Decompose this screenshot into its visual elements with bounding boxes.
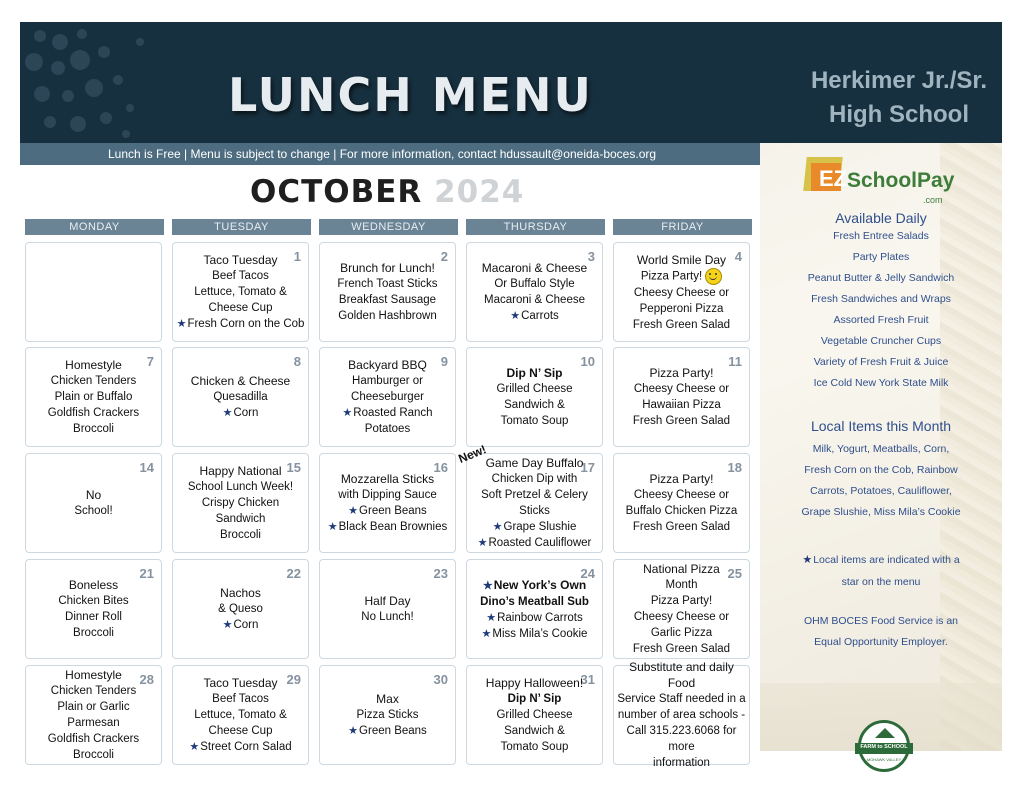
calendar-day-cell (613, 453, 750, 553)
menu-item: ★Roasted Cauliflower (477, 537, 592, 549)
menu-item: Game Day Buffalo (485, 456, 584, 470)
equal-opportunity-note: OHM BOCES Food Service is an Equal Opportunity Employer. (803, 615, 959, 648)
menu-item: School! (74, 505, 113, 517)
calendar-day-cell (25, 453, 162, 553)
menu-item: Grilled Cheese (496, 383, 573, 395)
day-header-monday: MONDAY (25, 219, 164, 235)
menu-item: Dip N’ Sip (506, 366, 563, 380)
menu-item: Tomato Soup (500, 415, 569, 427)
available-item: Party Plates (852, 251, 910, 263)
menu-item: Grilled Cheese (496, 709, 573, 721)
available-item: Variety of Fresh Fruit & Juice (813, 356, 949, 368)
day-number: 4 (734, 249, 742, 264)
calendar-day-cell (25, 665, 162, 765)
local-items-text: Grape Slushie, Miss Mila’s Cookie (801, 506, 961, 518)
menu-item: ★Grape Slushie (492, 521, 577, 533)
local-items-text: Carrots, Potatoes, Cauliflower, (810, 485, 952, 497)
calendar-day-cell (319, 453, 456, 553)
month-title: OCTOBER 2024 (250, 174, 525, 210)
menu-item: Fresh Green Salad (632, 415, 731, 427)
menu-item: Sandwich (215, 513, 266, 525)
available-item: Fresh Entree Salads (833, 230, 929, 242)
menu-item: ★Rainbow Carrots (486, 611, 583, 624)
day-number: 7 (146, 354, 154, 369)
menu-item: Cheeseburger (351, 391, 424, 403)
menu-item: Dino’s Meatball Sub (480, 595, 589, 608)
calendar-day-cell (25, 242, 162, 342)
day-number: 25 (727, 566, 742, 581)
menu-item: Taco Tuesday (203, 676, 278, 690)
new-tag: New! (456, 442, 489, 466)
day-header-tuesday: TUESDAY (172, 219, 311, 235)
menu-item: Broccoli (73, 749, 114, 761)
menu-item: Sandwich & (504, 725, 565, 737)
farm-to-school-logo: FARM to SCHOOL MOHAWK VALLEY (858, 720, 910, 772)
menu-item: Pizza Party! (641, 268, 722, 285)
calendar-day-cell (319, 559, 456, 659)
calendar-day-cell (466, 347, 603, 447)
menu-item: Backyard BBQ (348, 358, 427, 372)
menu-item: with Dipping Sauce (338, 489, 437, 501)
day-number: 17 (580, 460, 595, 475)
available-item: Peanut Butter & Jelly Sandwich (807, 272, 955, 284)
menu-item: Beef Tacos (212, 693, 269, 705)
menu-item: Quesadilla (213, 391, 268, 403)
calendar-day-cell (25, 347, 162, 447)
menu-item: Broccoli (73, 423, 114, 435)
menu-item: Cheesy Cheese or (633, 286, 730, 299)
menu-item: Hawaiian Pizza (642, 399, 721, 411)
page-title: LUNCH MENU (228, 68, 593, 122)
menu-item: School Lunch Week! (187, 481, 294, 493)
menu-item: Lettuce, Tomato & (194, 286, 287, 298)
available-item: Fresh Sandwiches and Wraps (811, 293, 951, 305)
menu-item: Broccoli (220, 529, 261, 541)
menu-item: Nachos (220, 586, 261, 600)
menu-item: Brunch for Lunch! (340, 261, 435, 275)
calendar-day-cell (172, 242, 309, 342)
menu-item: Mozzarella Sticks (340, 472, 435, 486)
calendar-day-cell (466, 453, 603, 553)
school-name: Herkimer Jr./Sr. High School (810, 67, 988, 128)
day-header-wednesday: WEDNESDAY (319, 219, 458, 235)
available-daily-title: Available Daily (835, 210, 927, 226)
day-number: 1 (293, 249, 301, 264)
menu-item: ★Green Beans (348, 725, 427, 737)
star-icon: ★ (510, 310, 521, 322)
menu-item: ★Black Bean Brownies (327, 521, 448, 533)
star-icon: ★ (222, 619, 233, 631)
menu-item: Crispy Chicken (201, 497, 280, 509)
menu-item: Buffalo Chicken Pizza (625, 505, 738, 517)
menu-item: Chicken Tenders (50, 375, 137, 387)
star-icon: ★ (477, 537, 488, 549)
available-daily-section (770, 210, 992, 394)
menu-item: Homestyle (65, 358, 122, 372)
menu-item: Plain or Buffalo (54, 391, 133, 403)
menu-item: Boneless (68, 578, 119, 592)
menu-item: ★Carrots (510, 310, 559, 322)
menu-item: Pepperoni Pizza (639, 302, 724, 315)
menu-item: Goldfish Crackers (47, 733, 140, 745)
day-number: 23 (433, 566, 448, 581)
day-number: 2 (440, 249, 448, 264)
menu-item: Plain or Garlic (57, 701, 130, 713)
smiley-face-icon (705, 268, 722, 285)
menu-item: Pizza Party! (649, 366, 714, 380)
day-number: 29 (286, 672, 301, 687)
menu-item: ★Green Beans (348, 505, 427, 517)
menu-item: World Smile Day (636, 252, 727, 267)
star-icon: ★ (342, 407, 353, 419)
menu-item: French Toast Sticks (337, 278, 438, 290)
menu-item: ★Corn (222, 619, 259, 631)
star-icon: ★ (348, 725, 359, 737)
menu-item: information (653, 757, 710, 769)
day-header-thursday: THURSDAY (466, 219, 605, 235)
local-items-text: Fresh Corn on the Cob, Rainbow (804, 464, 958, 476)
menu-item: Golden Hashbrown (338, 310, 437, 322)
star-icon: ★ (222, 407, 233, 419)
calendar-day-cell (25, 559, 162, 659)
menu-item: Dinner Roll (65, 611, 122, 623)
menu-item: Cheese Cup (208, 302, 273, 314)
menu-item: Broccoli (73, 627, 114, 639)
local-items-section (770, 418, 992, 523)
menu-item: Pizza Party! (649, 472, 714, 486)
menu-item: ★Street Corn Salad (189, 741, 292, 753)
info-bar: Lunch is Free | Menu is subject to change | For more information, contact hdussault@oneida-boces.org (20, 143, 760, 165)
day-number: 28 (139, 672, 154, 687)
menu-item: Macaroni & Cheese (484, 294, 585, 306)
day-number: 15 (286, 460, 301, 475)
calendar-day-cell (319, 242, 456, 342)
calendar-day-cell (172, 347, 309, 447)
menu-item: Max (376, 692, 399, 706)
day-number: 30 (433, 672, 448, 687)
menu-item: Cheesy Cheese or (633, 611, 730, 623)
menu-item: Hamburger or (352, 375, 423, 387)
menu-item: ★Roasted Ranch (342, 407, 433, 419)
menu-item: Chicken Bites (58, 595, 129, 607)
star-icon: ★ (176, 318, 187, 330)
menu-item: Service Staff needed in a (617, 693, 746, 705)
star-icon: ★ (482, 579, 493, 592)
menu-item: Homestyle (65, 668, 122, 682)
menu-item: Garlic Pizza (650, 627, 713, 639)
calendar-day-cell (613, 559, 750, 659)
star-icon: ★ (802, 554, 813, 566)
menu-item: Taco Tuesday (203, 253, 278, 267)
calendar-day-cell (172, 453, 309, 553)
menu-item: ★New York’s Own (482, 577, 587, 592)
local-items-text: Milk, Yogurt, Meatballs, Corn, (812, 443, 950, 455)
calendar-day-cell (613, 242, 750, 342)
menu-item: Sandwich & (504, 399, 565, 411)
menu-item: Substitute and daily Food (629, 660, 734, 690)
menu-item: Call 315.223.6068 for more (626, 725, 737, 753)
available-item: Assorted Fresh Fruit (833, 314, 929, 326)
ezschoolpay-logo[interactable]: EZ SchoolPay .com (805, 155, 955, 207)
menu-item: Potatoes (364, 423, 411, 435)
menu-item: Cheesy Cheese or (633, 489, 730, 501)
menu-item: Beef Tacos (212, 270, 269, 282)
available-item: Ice Cold New York State Milk (813, 377, 949, 389)
menu-item: number of area schools - (617, 709, 746, 721)
menu-item: ★Miss Mila’s Cookie (481, 627, 588, 640)
calendar-day-cell (466, 559, 603, 659)
menu-item: Fresh Green Salad (632, 521, 731, 533)
star-icon: ★ (348, 505, 359, 517)
menu-item: Macaroni & Cheese (481, 261, 588, 275)
menu-item: Soft Pretzel & Celery Sticks (481, 489, 588, 517)
day-number: 22 (286, 566, 301, 581)
menu-item: Fresh Green Salad (632, 318, 731, 331)
menu-item: Pizza Sticks (356, 709, 419, 721)
star-icon: ★ (189, 741, 200, 753)
menu-item: Chicken Dip with (491, 473, 578, 485)
day-number: 24 (580, 566, 595, 581)
menu-item: ★Corn (222, 407, 259, 419)
menu-item: National Pizza (643, 562, 720, 576)
menu-item: Goldfish Crackers (47, 407, 140, 419)
local-items-title: Local Items this Month (810, 418, 952, 434)
header-banner (20, 22, 1002, 143)
menu-item: Lettuce, Tomato & (194, 709, 287, 721)
menu-item: Half Day (364, 594, 411, 608)
calendar-day-cell (466, 242, 603, 342)
calendar-day-cell (319, 665, 456, 765)
day-number: 8 (293, 354, 301, 369)
menu-item: & Queso (218, 603, 263, 615)
menu-item: Dip N’ Sip (507, 693, 562, 705)
day-number: 14 (139, 460, 154, 475)
day-number: 21 (139, 566, 154, 581)
menu-item: Cheesy Cheese or (633, 383, 730, 395)
menu-item: No (85, 488, 102, 502)
menu-item: Chicken Tenders (50, 685, 137, 697)
day-header-friday: FRIDAY (613, 219, 752, 235)
calendar-day-cell (466, 665, 603, 765)
day-number: 10 (580, 354, 595, 369)
day-number: 11 (728, 354, 742, 369)
star-icon: ★ (486, 611, 497, 624)
calendar-day-cell (613, 660, 750, 769)
decorative-dots (20, 22, 220, 143)
menu-item: Cheese Cup (208, 725, 273, 737)
day-number: 31 (580, 672, 595, 687)
menu-item: ★Fresh Corn on the Cob (176, 318, 305, 330)
star-icon: ★ (481, 627, 492, 640)
available-item: Vegetable Cruncher Cups (820, 335, 942, 347)
day-number: 18 (727, 460, 742, 475)
menu-item: Chicken & Cheese (190, 374, 291, 388)
menu-item: Happy Halloween! (485, 676, 584, 690)
day-number: 9 (440, 354, 448, 369)
calendar-day-cell (613, 347, 750, 447)
menu-item: Breakfast Sausage (338, 294, 437, 306)
calendar-day-cell (319, 347, 456, 447)
menu-item: Fresh Green Salad (632, 643, 731, 655)
menu-item: Or Buffalo Style (494, 278, 575, 290)
menu-item: No Lunch! (361, 611, 414, 623)
menu-item: Month (665, 579, 698, 591)
menu-item: Happy National (199, 464, 282, 478)
star-icon: ★ (327, 521, 338, 533)
menu-item: Tomato Soup (500, 741, 569, 753)
star-icon: ★ (492, 521, 503, 533)
calendar-day-cell (172, 665, 309, 765)
day-number: 3 (587, 249, 595, 264)
calendar-day-cell (172, 559, 309, 659)
menu-item: Pizza Party! (650, 595, 713, 607)
menu-item: Parmesan (67, 717, 120, 729)
day-number: 16 (433, 460, 448, 475)
star-note: ★Local items are indicated with a star on the menu (802, 554, 960, 588)
